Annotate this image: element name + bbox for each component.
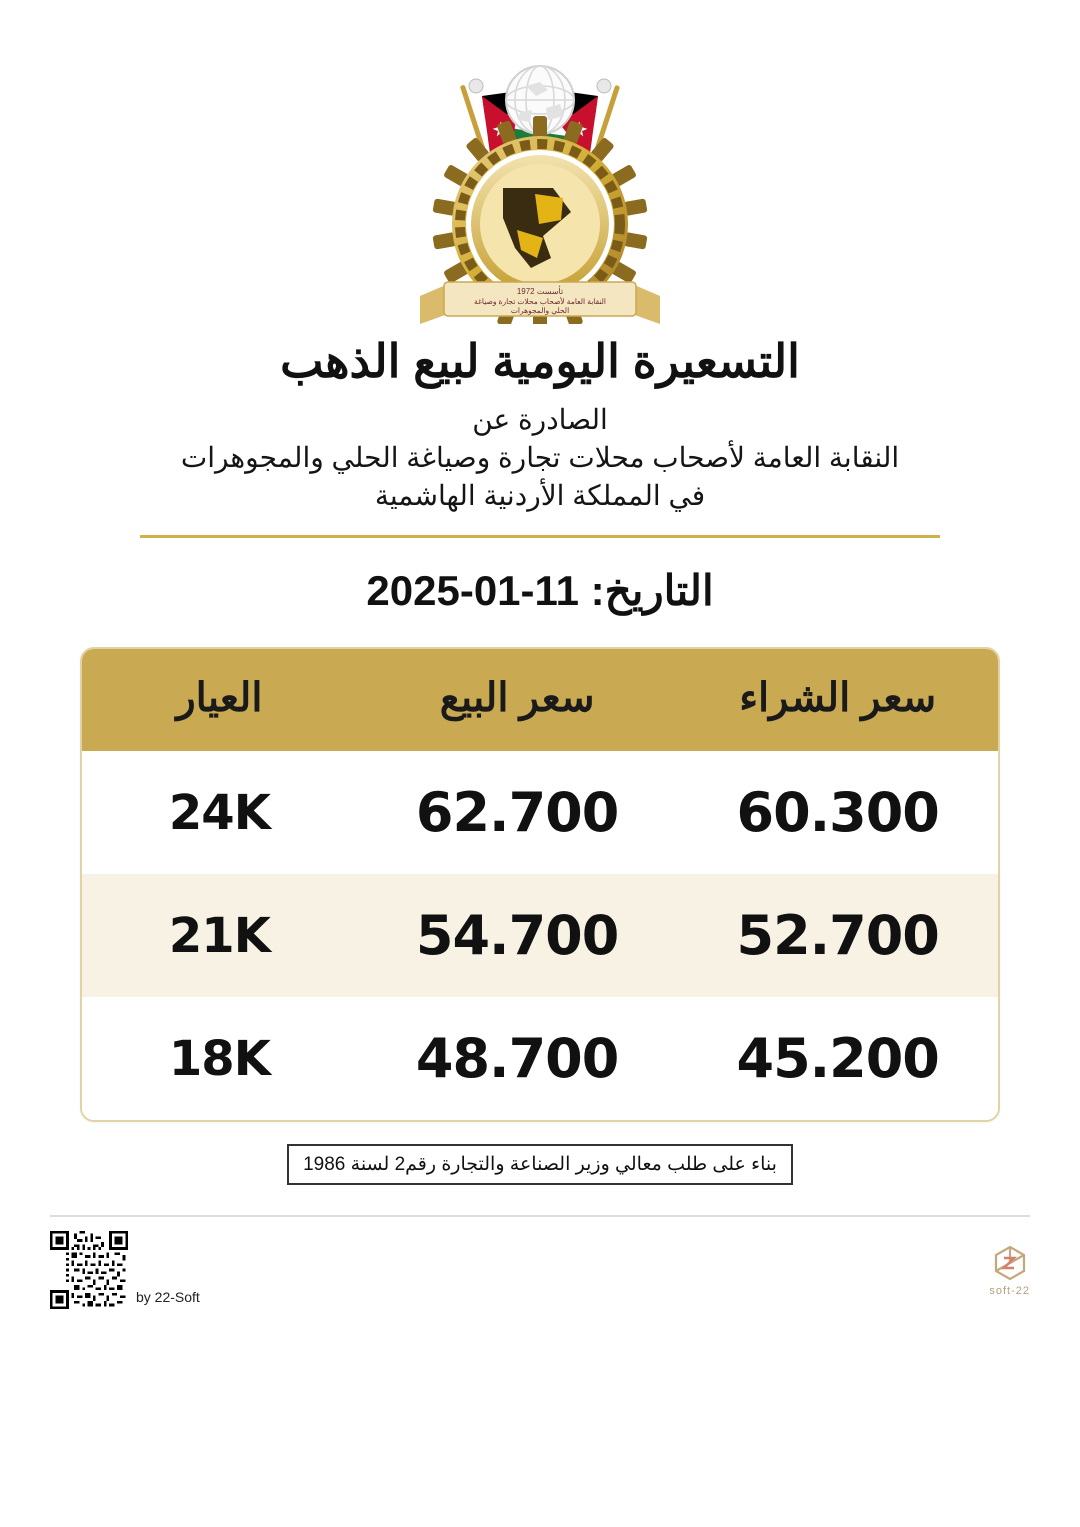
cube-logo-icon [990, 1243, 1030, 1283]
footer [50, 1231, 1030, 1309]
svg-text:النقابة العامة لأصحاب محلات تج: النقابة العامة لأصحاب محلات تجارة وصياغة [473, 297, 607, 306]
cell-sell-price: 48.700 [357, 997, 678, 1120]
issued-by-label: الصادرة عن [472, 404, 608, 435]
column-header-buy-price: سعر الشراء [677, 649, 998, 751]
svg-text:تأسست 1972: تأسست 1972 [516, 287, 564, 296]
cell-sell-price: 62.700 [357, 751, 678, 874]
table-header-row [82, 649, 998, 751]
qr-group [50, 1231, 200, 1309]
qr-code[interactable] [50, 1231, 128, 1309]
qr-label: by 22-Soft [136, 1289, 200, 1306]
cell-buy-price: 60.300 [677, 751, 998, 874]
table-row [82, 874, 998, 997]
issuer-name: النقابة العامة لأصحاب محلات تجارة وصياغة الحلي والمجوهرات [180, 441, 900, 473]
column-header-sell-price: سعر البيع [357, 649, 678, 751]
brand-name: 22-soft [989, 1285, 1030, 1298]
cell-buy-price: 52.700 [677, 874, 998, 997]
footer-divider [50, 1215, 1030, 1217]
cell-buy-price: 45.200 [677, 997, 998, 1120]
brand-logo [989, 1243, 1030, 1297]
page-title: التسعيرة اليومية لبيع الذهب [280, 335, 800, 387]
date-line: التاريخ: 11-01-2025 [366, 567, 714, 615]
legal-note: بناء على طلب معالي وزير الصناعة والتجارة رقم2 لسنة 1986 [287, 1144, 793, 1185]
table-row [82, 751, 998, 874]
title-divider [140, 535, 940, 538]
country-name: في المملكة الأردنية الهاشمية [374, 479, 706, 511]
cell-karat: 21K [82, 874, 357, 997]
column-header-karat: العيار [82, 649, 357, 751]
svg-text:الحلي والمجوهرات: الحلي والمجوهرات [510, 306, 570, 315]
table-row [82, 997, 998, 1120]
cell-karat: 24K [82, 751, 357, 874]
cell-sell-price: 54.700 [357, 874, 678, 997]
jordan-jewellers-syndicate-emblem [390, 34, 690, 324]
gold-price-table [80, 647, 1000, 1122]
cell-karat: 18K [82, 997, 357, 1120]
